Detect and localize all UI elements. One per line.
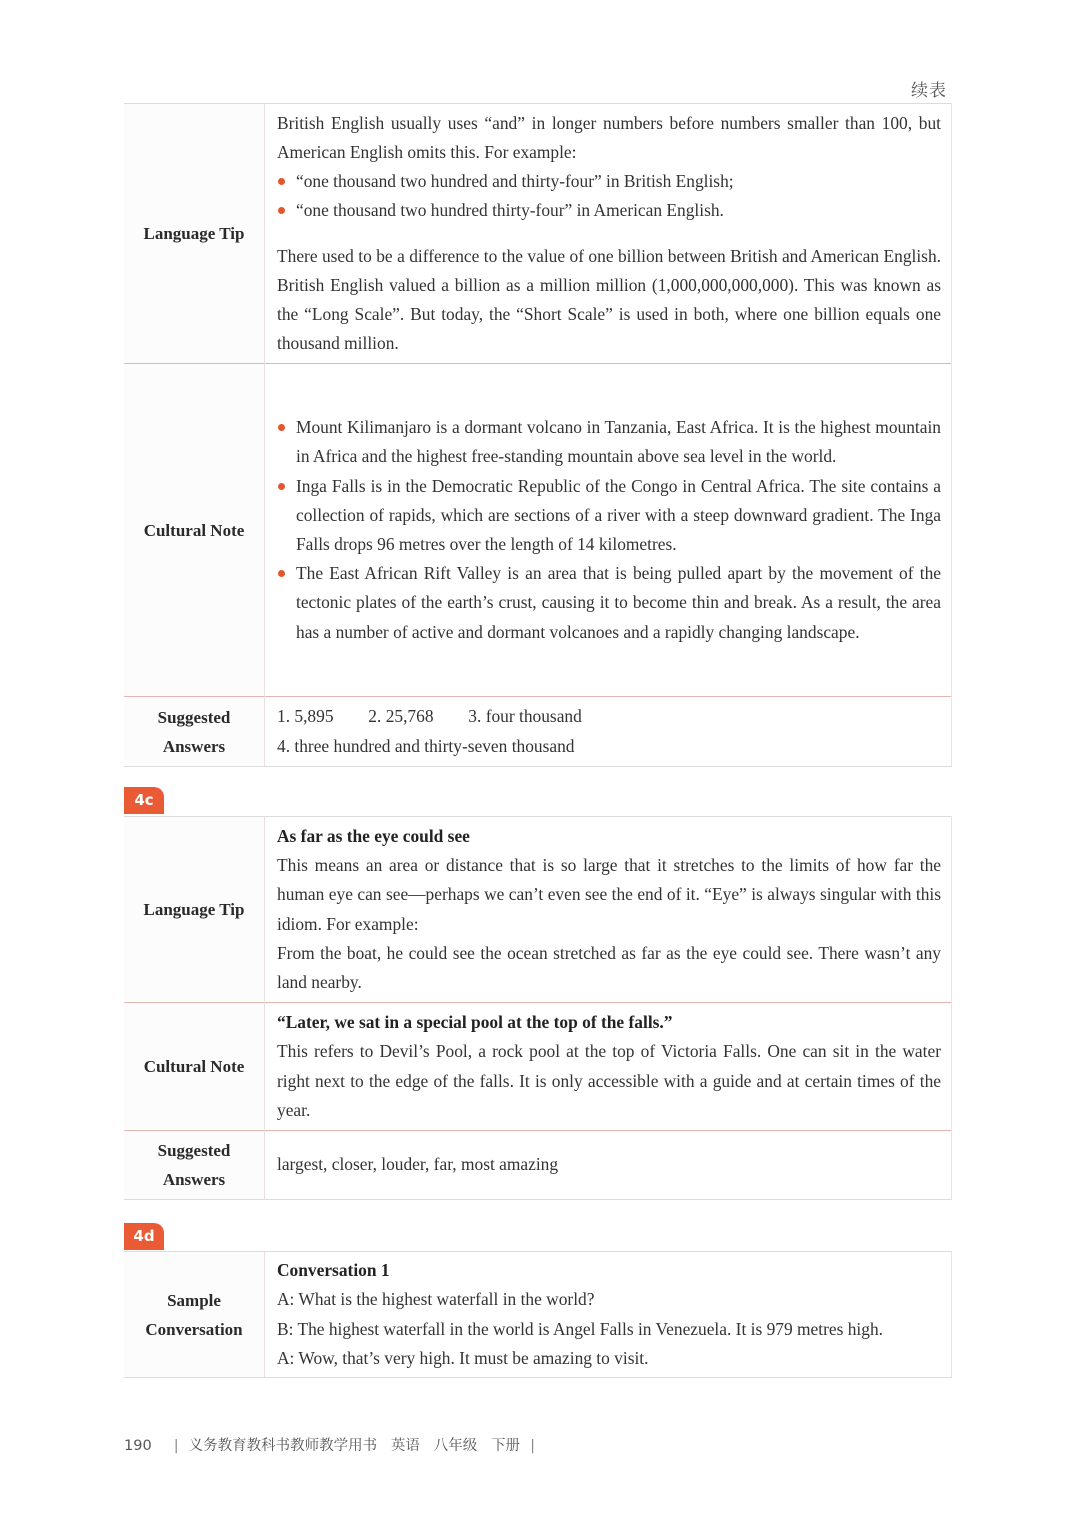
row-label: Language Tip <box>124 104 265 364</box>
row-content <box>265 1131 952 1200</box>
cultural-note-row <box>124 364 952 697</box>
row-content <box>265 364 952 697</box>
section-4d-table <box>124 1251 952 1378</box>
continued-table <box>124 103 952 767</box>
grade: 八年级 <box>433 1438 478 1454</box>
subject: 英语 <box>390 1438 420 1454</box>
row-content <box>265 817 952 1003</box>
row-label: Cultural Note <box>124 364 265 697</box>
answer-line: 4. three hundred and thirty-seven thousand <box>277 735 575 756</box>
dialogue-line: A: Wow, that’s very high. It must be amazing to visit. <box>277 1347 649 1368</box>
language-tip-row <box>124 104 952 364</box>
example-paragraph: From the boat, he could see the ocean stretched as far as the eye could see. There wasn’t any land nearby. <box>277 942 941 992</box>
list-item: Inga Falls is in the Democratic Republic of the Congo in Central Africa. The site contains a collection of rapids, which are sections of a river with a steep downward gradient. The Inga Falls drops 96 metres over the length of 14 kilometres. <box>277 472 941 560</box>
volume: 下册 <box>491 1438 521 1454</box>
book-title: 义务教育教科书教师教学用书 <box>188 1438 378 1454</box>
language-tip-row <box>124 817 952 1003</box>
suggested-answers-row <box>124 1131 952 1200</box>
row-content <box>265 1252 952 1378</box>
row-label: Cultural Note <box>124 1003 265 1131</box>
paragraph: British English usually uses “and” in longer numbers before numbers smaller than 100, but American English omits this. For example: <box>277 112 941 162</box>
dialogue-line: A: What is the highest waterfall in the world? <box>277 1289 595 1310</box>
row-content <box>265 697 952 767</box>
answer-line: largest, closer, louder, far, most amazing <box>277 1154 559 1175</box>
section-4c-table <box>124 816 952 1200</box>
suggested-answers-row <box>124 697 952 767</box>
list-item: Mount Kilimanjaro is a dormant volcano in Tanzania, East Africa. It is the highest mountain in Africa and the highest free-standing mountain above sea level in the world. <box>277 413 941 471</box>
paragraph: There used to be a difference to the value of one billion between British and American English. British English valued a billion as a million million (1,000,000,000,000). This was known as the “Long Scale”. But today, the “Short Scale” is used in both, where one billion equals one thousand million. <box>277 245 941 354</box>
list-item: “one thousand two hundred and thirty-four” in British English; <box>277 167 941 196</box>
row-label: Suggested Answers <box>124 697 265 767</box>
row-content <box>265 1003 952 1131</box>
section-badge-4c: 4c <box>124 787 164 814</box>
answer-line: 1. 5,895 2. 25,768 3. four thousand <box>277 706 582 727</box>
list-item: The East African Rift Valley is an area that is being pulled apart by the movement of the tectonic plates of the earth’s crust, causing it to become thin and break. As a result, the area has a number of active and dormant volcanoes and a rapidly changing landscape. <box>277 559 941 647</box>
row-content <box>265 104 952 364</box>
page-number: 190 <box>124 1438 152 1454</box>
cultural-note-row <box>124 1003 952 1131</box>
page-footer: 190 | 义务教育教科书教师教学用书 英语 八年级 下册 | <box>124 1438 535 1454</box>
conversation-heading: Conversation 1 <box>277 1260 390 1281</box>
paragraph: This means an area or distance that is so large that it stretches to the limits of how far the human eye can see—perhaps we can’t even see the end of it. “Eye” is always singular with this idiom. For example: <box>277 855 941 934</box>
row-label: Sample Conversation <box>124 1252 265 1378</box>
row-label: Language Tip <box>124 817 265 1003</box>
list-item: “one thousand two hundred thirty-four” in American English. <box>277 196 941 225</box>
paragraph: This refers to Devil’s Pool, a rock pool at the top of Victoria Falls. One can sit in the water right next to the edge of the falls. It is only accessible with a guide and at certain times of the year. <box>277 1041 941 1120</box>
sample-conversation-row <box>124 1252 952 1378</box>
continued-label: 续表 <box>911 81 947 101</box>
bullet-list <box>277 167 941 225</box>
quote-heading: “Later, we sat in a special pool at the top of the falls.” <box>277 1012 673 1033</box>
dialogue-line: B: The highest waterfall in the world is Angel Falls in Venezuela. It is 979 metres high. <box>277 1318 883 1339</box>
section-badge-4d: 4d <box>124 1223 164 1250</box>
row-label: Suggested Answers <box>124 1131 265 1200</box>
bullet-list <box>277 413 941 647</box>
idiom-heading: As far as the eye could see <box>277 825 470 846</box>
